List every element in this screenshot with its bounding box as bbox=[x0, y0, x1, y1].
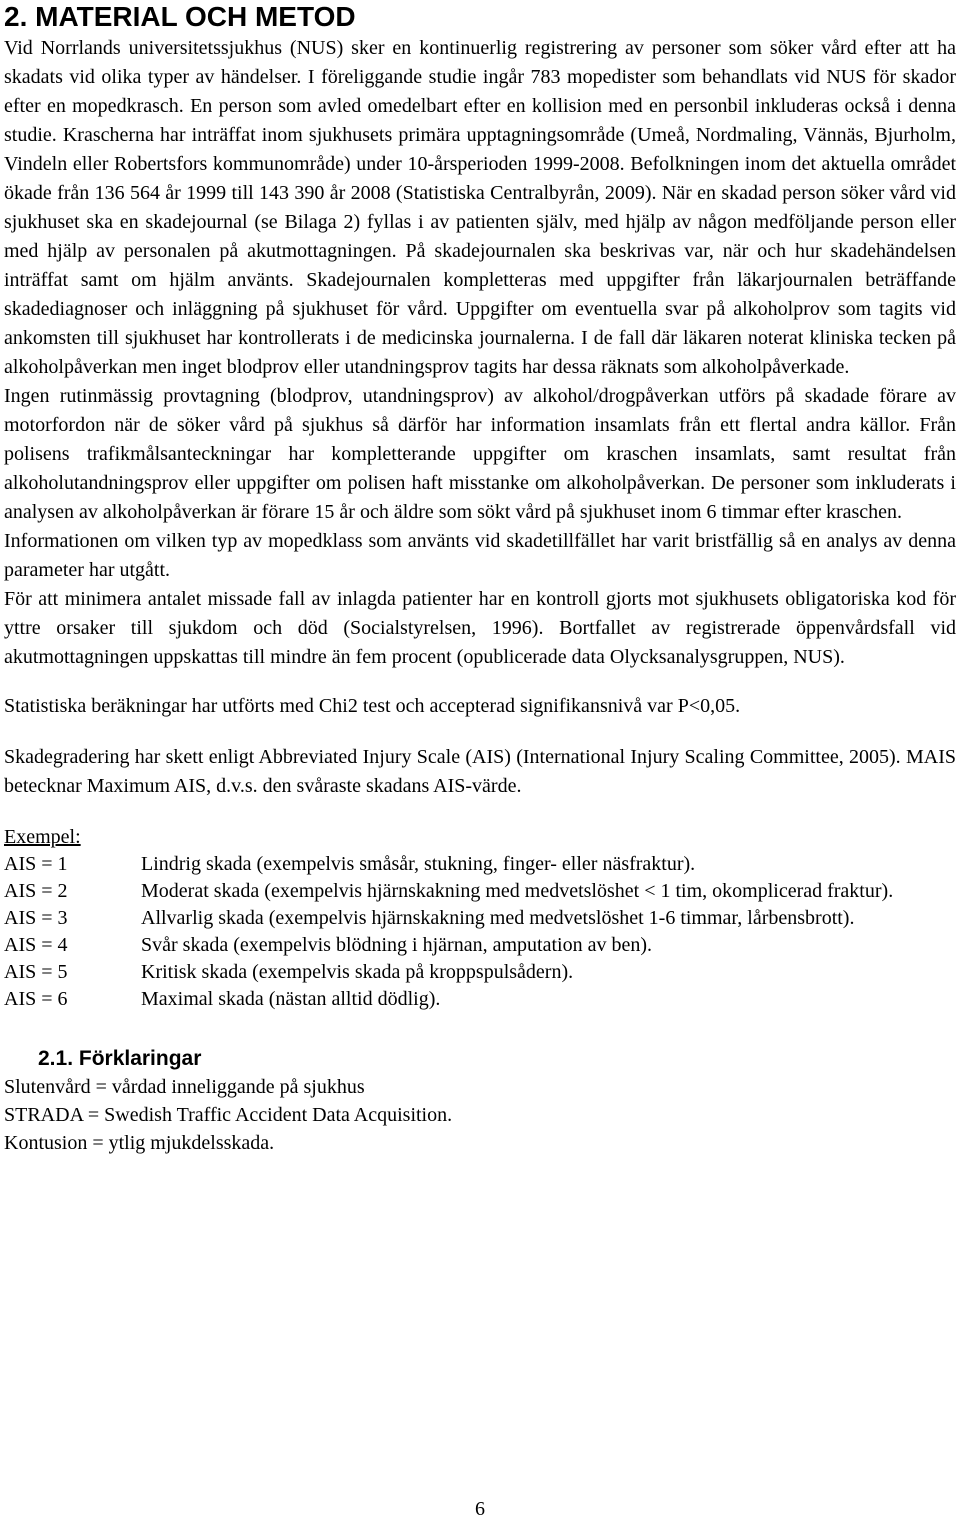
section-heading: 2. MATERIAL OCH METOD bbox=[4, 1, 356, 32]
ais-row-6 bbox=[4, 986, 956, 1013]
moped-class-paragraph: Informationen om vilken typ av mopedklass som använts vid skadetillfället har varit bristfällig så en analys av denna parameter har utgått. bbox=[4, 530, 956, 581]
ais-code: AIS = 4 bbox=[4, 934, 68, 956]
ais-example bbox=[4, 824, 956, 1013]
ais-description: Moderat skada (exempelvis hjärnskakning med medvetslöshet < 1 tim, okomplicerad fraktur). bbox=[141, 880, 894, 902]
definition-strada: STRADA = Swedish Traffic Accident Data Acquisition. bbox=[4, 1104, 453, 1126]
ais-row-4 bbox=[4, 932, 956, 959]
ais-row-1 bbox=[4, 851, 956, 878]
ais-row-2 bbox=[4, 878, 956, 905]
ais-list bbox=[4, 851, 956, 1013]
ais-code: AIS = 2 bbox=[4, 880, 68, 902]
definition-kontusion: Kontusion = ytlig mjukdelsskada. bbox=[4, 1132, 275, 1154]
example-title: Exempel: bbox=[4, 826, 81, 848]
testing-paragraph: Ingen rutinmässig provtagning (blodprov, utandningsprov) av alkohol/drogpåverkan utförs på skadade förare av motorfordon när de söker vård på sjukhus så därför har information insamlats från ett flertal andra källor. Från polisens trafikmålsanteckningar har kompletterande uppgifter om kraschen insamlats, samt resultat från alkoholutandningsprov eller uppgifter om polisen haft misstanke om alkoholpåverkan. De personer som inkluderats i analysen av alkoholpåverkan är förare 15 år och äldre som sökt vård på sjukhuset inom 6 timmar efter kraschen. bbox=[4, 385, 956, 523]
ais-code: AIS = 3 bbox=[4, 907, 68, 929]
ais-description: Maximal skada (nästan alltid dödlig). bbox=[141, 988, 441, 1010]
ais-description: Allvarlig skada (exempelvis hjärnskakning med medvetslöshet 1-6 timmar, lårbensbrott). bbox=[141, 907, 855, 929]
definition-slutenvard: Slutenvård = vårdad inneliggande på sjukhus bbox=[4, 1076, 365, 1098]
ais-row-5 bbox=[4, 959, 956, 986]
ais-code: AIS = 6 bbox=[4, 988, 68, 1010]
statistics-paragraph: Statistiska beräkningar har utförts med Chi2 test och accepterad signifikansnivå var P<0,05. bbox=[4, 695, 741, 717]
page-number: 6 bbox=[475, 1498, 485, 1520]
ais-description: Lindrig skada (exempelvis småsår, stukning, finger- eller näsfraktur). bbox=[141, 853, 696, 875]
missing-cases-paragraph: För att minimera antalet missade fall av inlagda patienter har en kontroll gjorts mot sjukhusets obligatoriska kod för yttre orsaker till sjukdom och död (Socialstyrelsen, 1996). Bortfallet av registrerade öppenvårdsfall vid akutmottagningen uppskattas till mindre än fem procent (opublicerade data Olycksanalysgruppen, NUS). bbox=[4, 588, 956, 668]
intro-paragraph: Vid Norrlands universitetssjukhus (NUS) sker en kontinuerlig registrering av personer som söker vård efter att ha skadats vid olika typer av händelser. I föreliggande studie ingår 783 mopedister som behandlats vid NUS för skador efter en mopedkrasch. En person som avled omedelbart efter en kollision med en personbil inkluderas också i denna studie. Krascherna har inträffat inom sjukhusets primära upptagningsområde (Umeå, Nordmaling, Vännäs, Bjurholm, Vindeln eller Robertsfors kommunområde) under 10-årsperioden 1999-2008. Befolkningen inom det aktuella området ökade från 136 564 år 1999 till 143 390 år 2008 (Statistiska Centralbyrån, 2009). När en skadad person söker vård vid sjukhuset ska en skadejournal (se Bilaga 2) fyllas i av patienten själv, med hjälp av någon medföljande person eller med hjälp av personalen på akutmottagningen. På skadejournalen ska beskrivas var, när och hur skadehändelsen inträffat samt om hjälm använts. Skadejournalen kompletteras med uppgifter från läkarjournalen beträffande skadediagnoser och inläggning på sjukhuset för vård. Uppgifter om eventuella svar på alkoholprov som tagits vid ankomsten till sjukhuset har kontrollerats i de medicinska journalerna. I de fall där läkaren noterat kliniska tecken på alkoholpåverkan men inget blodprov eller utandningsprov tagits har dessa räknats som alkoholpåverkade. bbox=[4, 37, 956, 378]
ais-row-3 bbox=[4, 905, 956, 932]
ais-code: AIS = 5 bbox=[4, 961, 68, 983]
ais-description: Kritisk skada (exempelvis skada på kroppspulsådern). bbox=[141, 961, 574, 983]
grading-paragraph: Skadegradering har skett enligt Abbreviated Injury Scale (AIS) (International Injury Scaling Committee, 2005). MAIS betecknar Maximum AIS, d.v.s. den svåraste skadans AIS-värde. bbox=[4, 746, 956, 797]
ais-description: Svår skada (exempelvis blödning i hjärnan, amputation av ben). bbox=[141, 934, 652, 956]
document-page bbox=[4, 0, 956, 1157]
ais-code: AIS = 1 bbox=[4, 853, 68, 875]
definitions-heading: 2.1. Förklaringar bbox=[38, 1047, 202, 1070]
